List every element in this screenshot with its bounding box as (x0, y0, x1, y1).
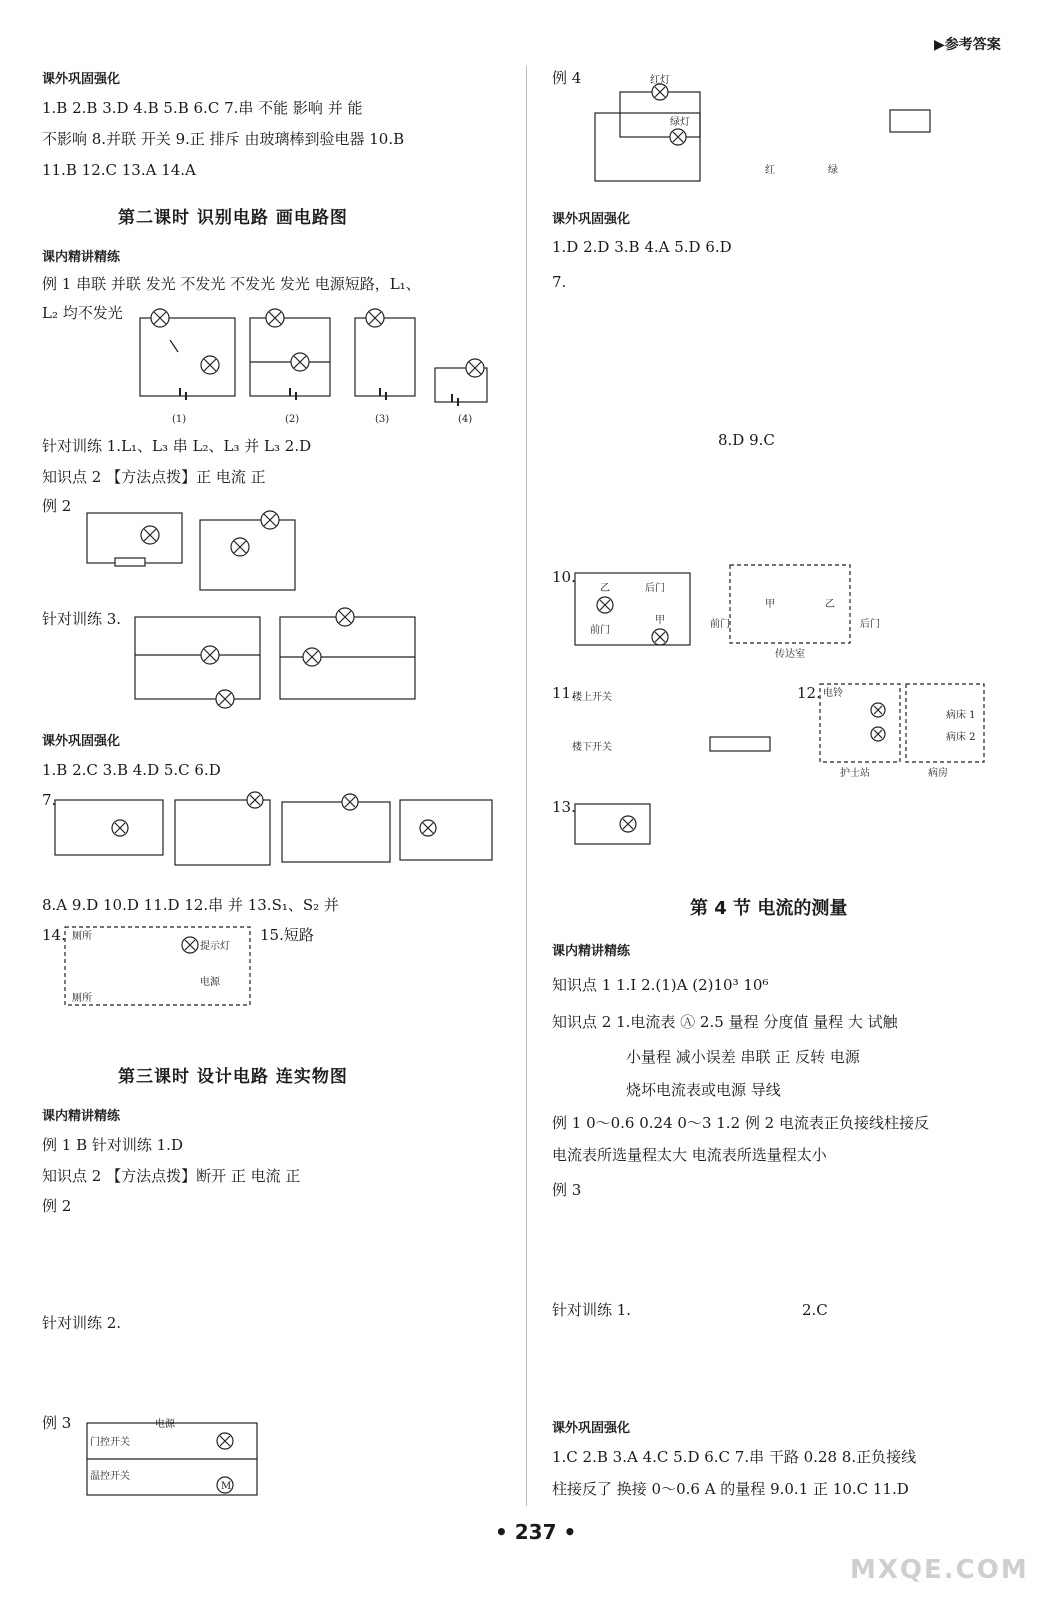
right-heading-1: 课外巩固强化 (552, 212, 631, 227)
example-2-lesson-3: 例 2 (42, 1197, 72, 1215)
right-heading-2: 课内精讲精练 (552, 944, 631, 959)
left-heading-1: 课外巩固强化 (42, 72, 121, 87)
q12-nurse-station-label: 护士站 (840, 768, 870, 779)
question-15-label: 15.短路 (260, 926, 314, 944)
q10-front-door-label: 前门 (590, 625, 610, 636)
q12-bed1-label: 病床 1 (946, 710, 976, 721)
red-label: 红 (765, 165, 775, 176)
circuit-figure-example-4 (590, 75, 950, 190)
q11-upstairs-switch-label: 楼上开关 (572, 692, 612, 703)
right-answers-1: 1.D 2.D 3.B 4.A 5.D 6.D (552, 238, 732, 256)
lesson-3-title: 第三课时 设计电路 连实物图 (118, 1067, 348, 1087)
circuit-figure-q7 (50, 790, 500, 875)
q14-toilet-label-1: 厕所 (72, 931, 92, 942)
circuit-3 (355, 309, 415, 400)
header-tag: ▶参考答案 (934, 37, 1001, 53)
circuit-figure-training-3 (130, 605, 420, 715)
circuit-figure-set-1 (130, 300, 510, 430)
circuit-label-2: (2) (285, 414, 300, 425)
q10-yi-label: 乙 (600, 583, 610, 594)
example-1-lesson-3: 例 1 B 针对训练 1.D (42, 1136, 183, 1154)
circuit-figure-example-3 (85, 1415, 265, 1500)
circuit-figure-q10 (570, 565, 900, 660)
left-answers-3: 11.B 12.C 13.A 14.A (42, 161, 196, 179)
right-answers-2: 1.C 2.B 3.A 4.C 5.D 6.C 7.串 干路 0.28 8.正负接线 (552, 1448, 917, 1466)
circuit-1 (140, 309, 235, 400)
example-1-answer-cont: L₂ 均不发光 (42, 304, 123, 322)
circuit-label-3: (3) (375, 414, 390, 425)
right-question-11: 11. (552, 684, 576, 702)
question-7-label: 7. (42, 791, 57, 809)
left-heading-4: 课内精讲精练 (42, 1109, 121, 1124)
targeted-training-1: 针对训练 1.L₁、L₃ 串 L₂、L₃ 并 L₃ 2.D (42, 437, 312, 455)
play-arrow-icon: ▶ (934, 37, 945, 53)
right-example-1: 例 1 0～0.6 0.24 0～3 1.2 例 2 电流表正负接线柱接反 (552, 1114, 929, 1132)
right-answers-3: 柱接反了 换接 0～0.6 A 的量程 9.0.1 正 10.C 11.D (552, 1480, 909, 1498)
left-heading-3: 课外巩固强化 (42, 734, 121, 749)
q14-lamp-label: 提示灯 (200, 941, 230, 952)
right-question-12: 12. (797, 684, 821, 702)
q12-bed2-label: 病床 2 (946, 732, 976, 743)
right-knowledge-point-1: 知识点 1 1.I 2.(1)A (2)10³ 10⁶ (552, 976, 769, 994)
q10-front-door-label-2: 前门 (710, 619, 730, 630)
right-example-3: 例 3 (552, 1181, 582, 1199)
right-knowledge-point-2b: 小量程 减小误差 串联 正 反转 电源 (626, 1048, 860, 1066)
targeted-training-3: 针对训练 3. (42, 610, 122, 628)
left-answers-5: 8.A 9.D 10.D 11.D 12.串 并 13.S₁、S₂ 并 (42, 896, 339, 914)
q10-jia-label: 甲 (655, 615, 665, 626)
circuit-figure-q14 (60, 925, 260, 1010)
example-3-power-label: 电源 (155, 1419, 175, 1430)
circuit-figure-q12 (818, 682, 988, 777)
example-1-answer: 例 1 串联 并联 发光 不发光 不发光 发光 电源短路，L₁、 (42, 275, 421, 293)
q10-guard-room-label: 传达室 (775, 649, 805, 660)
right-example-1b: 电流表所选量程太大 电流表所选量程太小 (552, 1146, 827, 1164)
right-question-10: 10. (552, 568, 576, 586)
motor-icon: M (221, 1481, 232, 1492)
section-4-title: 第 4 节 电流的测量 (690, 898, 848, 919)
circuit-4 (435, 359, 487, 406)
circuit-2 (250, 309, 330, 400)
example-3-temp-switch-label: 温控开关 (90, 1471, 130, 1482)
right-training-2: 2.C (802, 1301, 828, 1319)
right-training-1: 针对训练 1. (552, 1301, 632, 1319)
right-knowledge-point-2c: 烧坏电流表或电源 导线 (626, 1081, 781, 1099)
left-heading-2: 课内精讲精练 (42, 250, 121, 265)
q10-back-door-label-2: 后门 (860, 619, 880, 630)
q14-power-label: 电源 (200, 977, 220, 988)
q14-toilet-label-2: 厕所 (72, 993, 92, 1004)
red-lamp-label: 红灯 (650, 75, 670, 86)
circuit-figure-q13 (570, 796, 660, 866)
example-3-lesson-3: 例 3 (42, 1414, 72, 1432)
knowledge-point-2: 知识点 2 【方法点拨】正 电流 正 (42, 468, 266, 486)
right-heading-3: 课外巩固强化 (552, 1421, 631, 1436)
page-number: • 237 • (495, 1520, 577, 1544)
targeted-training-2: 针对训练 2. (42, 1314, 122, 1332)
left-answers-2: 不影响 8.并联 开关 9.正 排斥 由玻璃棒到验电器 10.B (42, 130, 405, 148)
q10-back-door-label: 后门 (645, 583, 665, 594)
watermark-logo: MXQE.COM (850, 1555, 1029, 1585)
example-4-label: 例 4 (552, 69, 582, 87)
circuit-figure-example-2 (85, 495, 305, 595)
q12-bell-label: 电铃 (823, 688, 843, 699)
right-answers-89: 8.D 9.C (718, 431, 775, 449)
column-divider (526, 66, 527, 1506)
green-label: 绿 (828, 165, 838, 176)
example-3-door-switch-label: 门控开关 (90, 1437, 130, 1448)
knowledge-point-2-lesson-3: 知识点 2 【方法点拨】断开 正 电流 正 (42, 1167, 301, 1185)
right-question-13: 13. (552, 798, 576, 816)
circuit-label-1: (1) (172, 414, 187, 425)
circuit-label-4: (4) (458, 414, 473, 425)
q10-yi-label-2: 乙 (825, 599, 835, 610)
circuit-figure-q11 (570, 682, 790, 762)
left-answers-4: 1.B 2.C 3.B 4.D 5.C 6.D (42, 761, 221, 779)
question-14-label: 14. (42, 926, 66, 944)
q11-downstairs-switch-label: 楼下开关 (572, 742, 612, 753)
lesson-2-title: 第二课时 识别电路 画电路图 (118, 208, 348, 228)
q10-jia-label-2: 甲 (765, 599, 775, 610)
green-lamp-label: 绿灯 (670, 117, 690, 128)
example-2-label: 例 2 (42, 497, 72, 515)
right-question-7: 7. (552, 273, 567, 291)
q12-ward-label: 病房 (928, 768, 948, 779)
left-answers-1: 1.B 2.B 3.D 4.B 5.B 6.C 7.串 不能 影响 并 能 (42, 99, 363, 117)
right-knowledge-point-2: 知识点 2 1.电流表 Ⓐ 2.5 量程 分度值 量程 大 试触 (552, 1013, 898, 1031)
